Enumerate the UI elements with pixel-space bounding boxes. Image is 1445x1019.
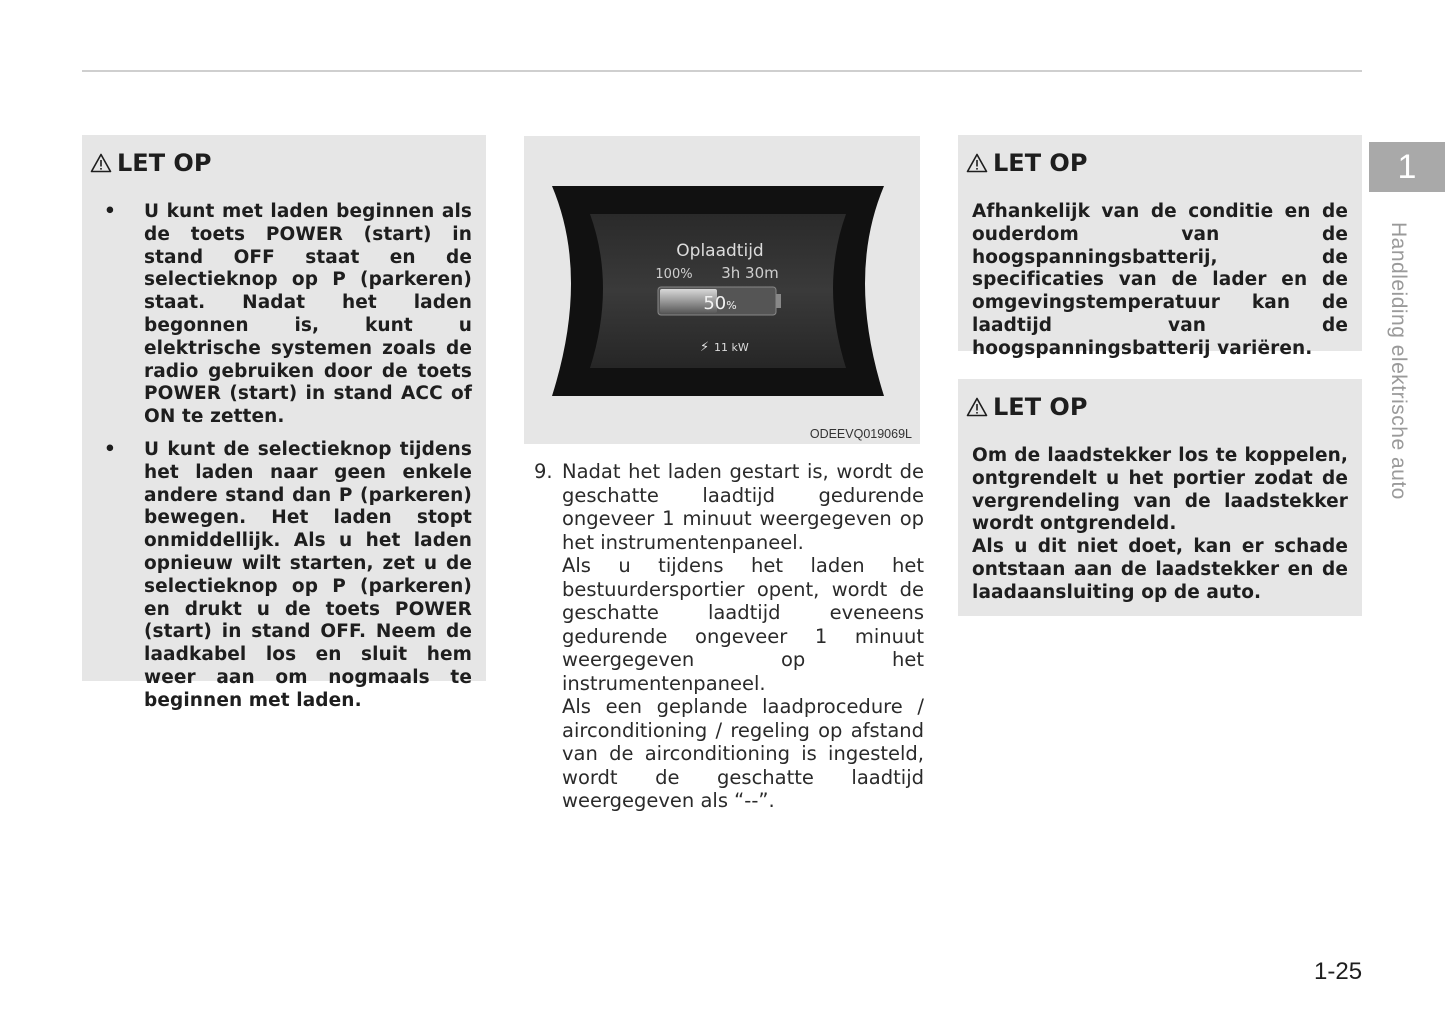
caution-box-charging-start [82, 135, 486, 711]
header-rule [82, 70, 1362, 72]
caution-bullet: • U kunt met laden beginnen als de toets POWER (start) in stand OFF staat en de selectieknop op P (parkeren) staat. Nadat het laden begonnen is, kunt u elektrische systemen zoals de radio gebruiken door de toets POWER (start) in stand ACC of ON te zetten. [96, 201, 472, 429]
caution-heading [90, 145, 472, 181]
warning-icon [966, 153, 988, 173]
charging-bolt-icon: ⚡ [700, 340, 710, 355]
step-paragraph: Als een geplande laadprocedure / airconditioning / regeling op afstand van de airconditioning is ingesteld, wordt de geschatte laadtijd weergegeven als “--”. [562, 695, 924, 812]
chapter-tab: 1 [1369, 142, 1445, 192]
figure-target-percent: 100% [655, 267, 693, 282]
instrument-cluster-display [524, 136, 920, 444]
caution-text: Afhankelijk van de conditie en de ouderdom van de hoogspanningsbatterij, de specificaties van de lader en de omgevingstemperatuur kan de laadtijd van de hoogspanningsbatterij variëren. [972, 201, 1348, 359]
caution-bullet: • U kunt de selectieknop tijdens het laden naar geen enkele andere stand dan P (parkeren) bewegen. Het laden stopt onmiddellijk. Als u het laden opnieuw wilt starten, zet u de selectieknop op P (parkeren) en drukt u de toets POWER (start) in stand OFF. Neem de laadkabel los en sluit hem weer aan om nogmaals te beginnen met laden. [96, 439, 472, 713]
battery-percent: 50 [703, 293, 727, 314]
charging-time-figure [524, 136, 920, 444]
warning-icon [966, 397, 988, 417]
charging-power: 11 kW [714, 341, 749, 354]
caution-box-charge-time [958, 135, 1362, 359]
caution-title: LET OP [117, 149, 212, 177]
figure-code: ODEEVQ019069L [809, 427, 912, 441]
figure-time: 3h 30m [721, 264, 779, 282]
caution-title: LET OP [993, 393, 1088, 421]
battery-terminal [776, 294, 781, 308]
chapter-title: Handleiding elektrische auto [1387, 222, 1410, 500]
battery-percent-sign: % [726, 299, 737, 312]
caution-heading [966, 145, 1348, 181]
step-paragraph: Nadat het laden gestart is, wordt de geschatte laadtijd gedurende ongeveer 1 minuut weergegeven op het instrumentenpaneel. [562, 460, 924, 554]
figure-title: Oplaadtijd [676, 241, 764, 261]
caution-text: Als u dit niet doet, kan er schade ontstaan aan de laadstekker en de laadaansluiting op de auto. [972, 536, 1348, 603]
warning-icon [90, 153, 112, 173]
caution-box-unplug [958, 379, 1362, 616]
step-paragraph: Als u tijdens het laden het bestuurdersportier opent, wordt de geschatte laadtijd eveneens gedurende ongeveer 1 minuut weergegeven op het instrumentenpaneel. [562, 554, 924, 695]
step-9 [534, 460, 924, 813]
caution-text: Om de laadstekker los te koppelen, ontgrendelt u het portier zodat de vergrendeling van de laadstekker wordt ontgrendeld. [972, 445, 1348, 535]
caution-title: LET OP [993, 149, 1088, 177]
step-number: 9. [534, 460, 553, 483]
page-number: 1-25 [1314, 958, 1363, 985]
caution-heading [966, 389, 1348, 425]
